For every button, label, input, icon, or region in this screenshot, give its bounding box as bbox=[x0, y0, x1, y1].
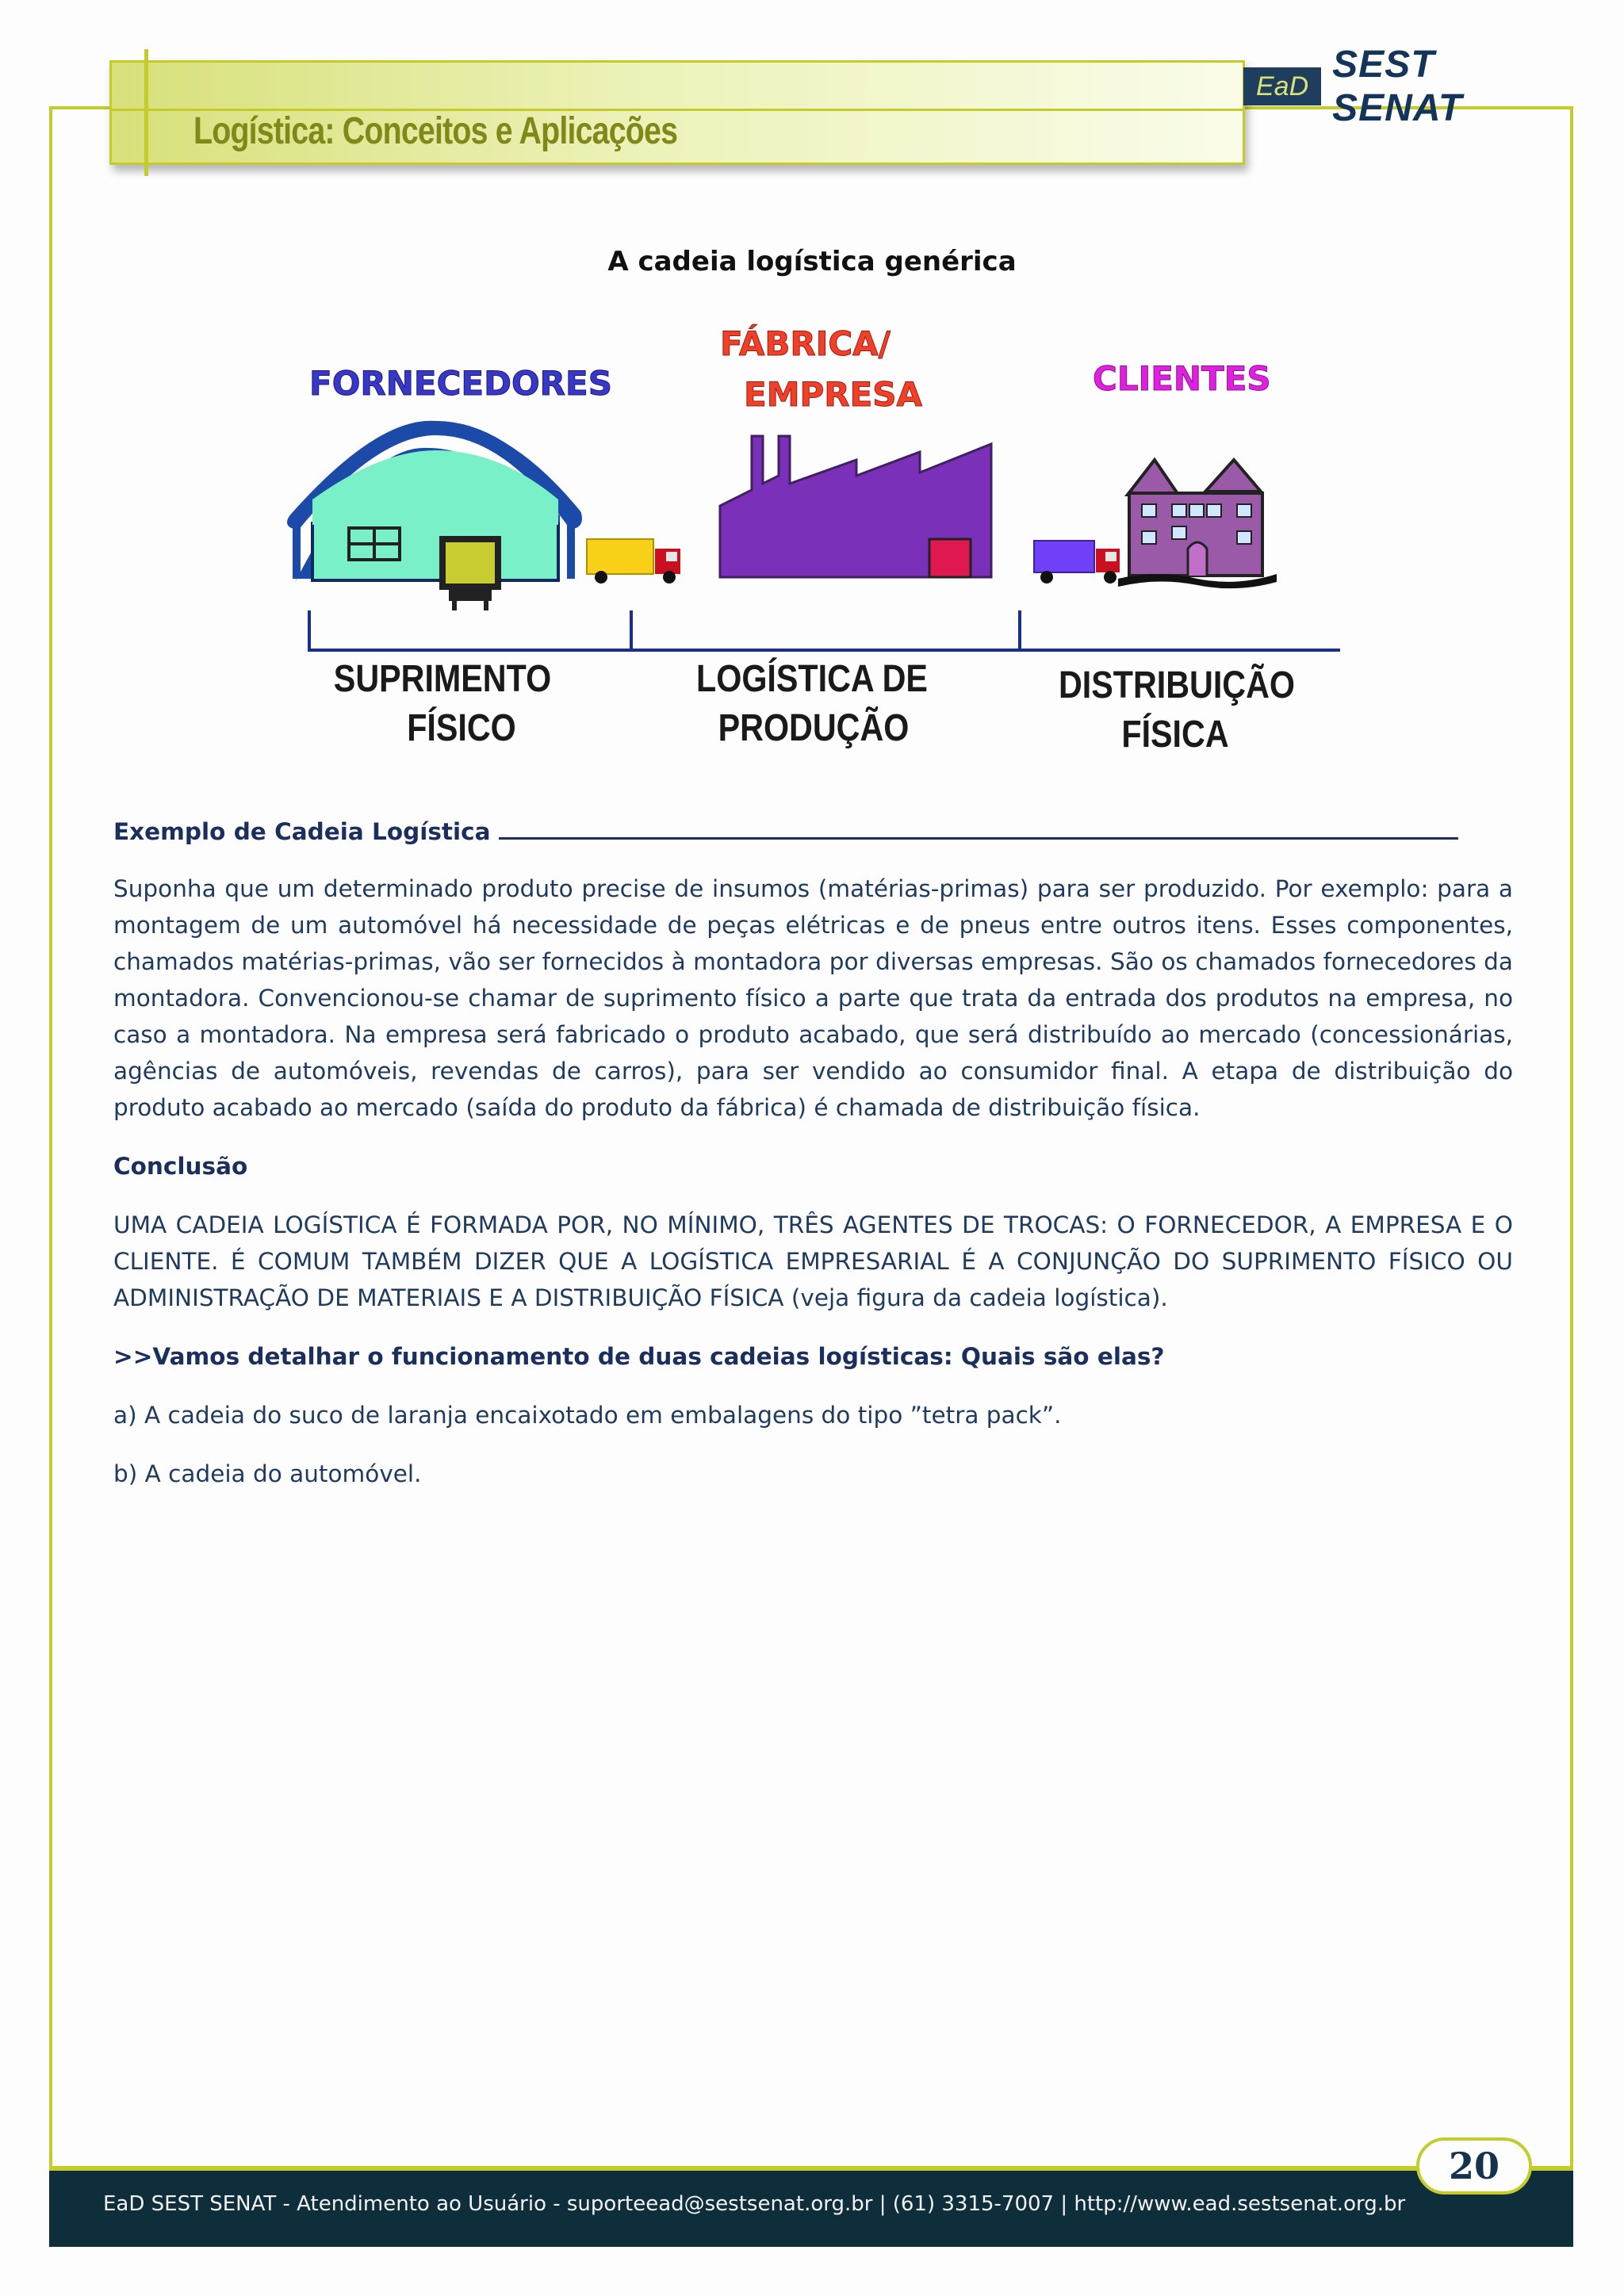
truck-yellow-icon bbox=[587, 539, 680, 584]
example-paragraph: Suponha que um determinado produto precise de insumos (matérias-primas) para ser produzido. Por exemplo: para a montagem de um automóvel há necessidade de peças elétricas e de pneus entre outros itens. Esses componentes, chamados matérias-primas, vão ser fornecidos à montadora por diversas empresas. São os chamados fornecedores da montadora. Convencionou-se chamar de suprimento físico a parte que trata da entrada dos produtos na empresa, no caso a montadora. Na empresa será fabricado o produto acabado, que será distribuído ao mercado (concessionárias, agências de automóveis, revendas de carros), para ser vendido ao consumidor final. A etapa de distribuição do produto acabado ao mercado (saída do produto da fábrica) é chamada de distribuição física. bbox=[113, 875, 1513, 1121]
warehouse-icon bbox=[291, 425, 578, 610]
heading-underline bbox=[499, 813, 1458, 840]
header-tick bbox=[144, 49, 148, 176]
page-title: Logística: Conceitos e Aplicações bbox=[193, 110, 678, 152]
conclusion-heading: Conclusão bbox=[113, 1153, 248, 1180]
label-distribuicao-2: FÍSICA bbox=[1121, 713, 1229, 756]
label-fabrica-1: FÁBRICA/ bbox=[720, 324, 891, 363]
example-heading bbox=[113, 813, 1513, 850]
example-heading-label: Exemplo de Cadeia Logística bbox=[113, 818, 491, 845]
factory-icon bbox=[720, 436, 991, 577]
label-producao-1: LOGÍSTICA DE bbox=[696, 657, 928, 700]
chain-bracket bbox=[309, 610, 1340, 650]
body-text bbox=[113, 813, 1513, 1514]
label-suprimento-2: FÍSICO bbox=[407, 706, 516, 749]
logo-text: SEST SENAT bbox=[1332, 44, 1463, 129]
label-suprimento-1: SUPRIMENTO bbox=[333, 657, 552, 700]
figure-title: A cadeia logística genérica bbox=[607, 246, 1017, 277]
question-heading: >>Vamos detalhar o funcionamento de duas cadeias logísticas: Quais são elas? bbox=[113, 1343, 1165, 1370]
conclusion-paragraph: UMA CADEIA LOGÍSTICA É FORMADA POR, NO MÍNIMO, TRÊS AGENTES DE TROCAS: O FORNECEDOR, A EMPRESA E O CLIENTE. É COMUM TAMBÉM DIZER QUE A LOGÍSTICA EMPRESARIAL É A CONJUNÇÃO DO SUPRIMENTO FÍSICO OU ADMINISTRAÇÃO DE MATERIAIS E A DISTRIBUIÇÃO FÍSICA (veja figura da cadeia logística). bbox=[113, 1211, 1513, 1311]
house-icon bbox=[1118, 460, 1277, 588]
footer-text: EaD SEST SENAT - Atendimento ao Usuário - suporteead@sestsenat.org.br | (61) 3315-7007 | http://www.ead.sestsenat.org.br bbox=[103, 2192, 1406, 2216]
label-fornecedores: FORNECEDORES bbox=[309, 364, 612, 403]
label-producao-2: PRODUÇÃO bbox=[718, 706, 910, 749]
logistics-chain-diagram bbox=[285, 317, 1348, 777]
label-clientes: CLIENTES bbox=[1093, 359, 1271, 398]
label-fabrica-2: EMPRESA bbox=[744, 375, 923, 414]
sest-senat-logo bbox=[1243, 44, 1573, 129]
truck-purple-icon bbox=[1034, 541, 1120, 584]
label-distribuicao-1: DISTRIBUIÇÃO bbox=[1058, 664, 1296, 706]
page-number: 20 bbox=[1416, 2137, 1532, 2195]
logo-ead: EaD bbox=[1243, 67, 1321, 105]
list-item-b: b) A cadeia do automóvel. bbox=[113, 1460, 422, 1487]
list-item-a: a) A cadeia do suco de laranja encaixotado em embalagens do tipo ”tetra pack”. bbox=[113, 1402, 1062, 1429]
